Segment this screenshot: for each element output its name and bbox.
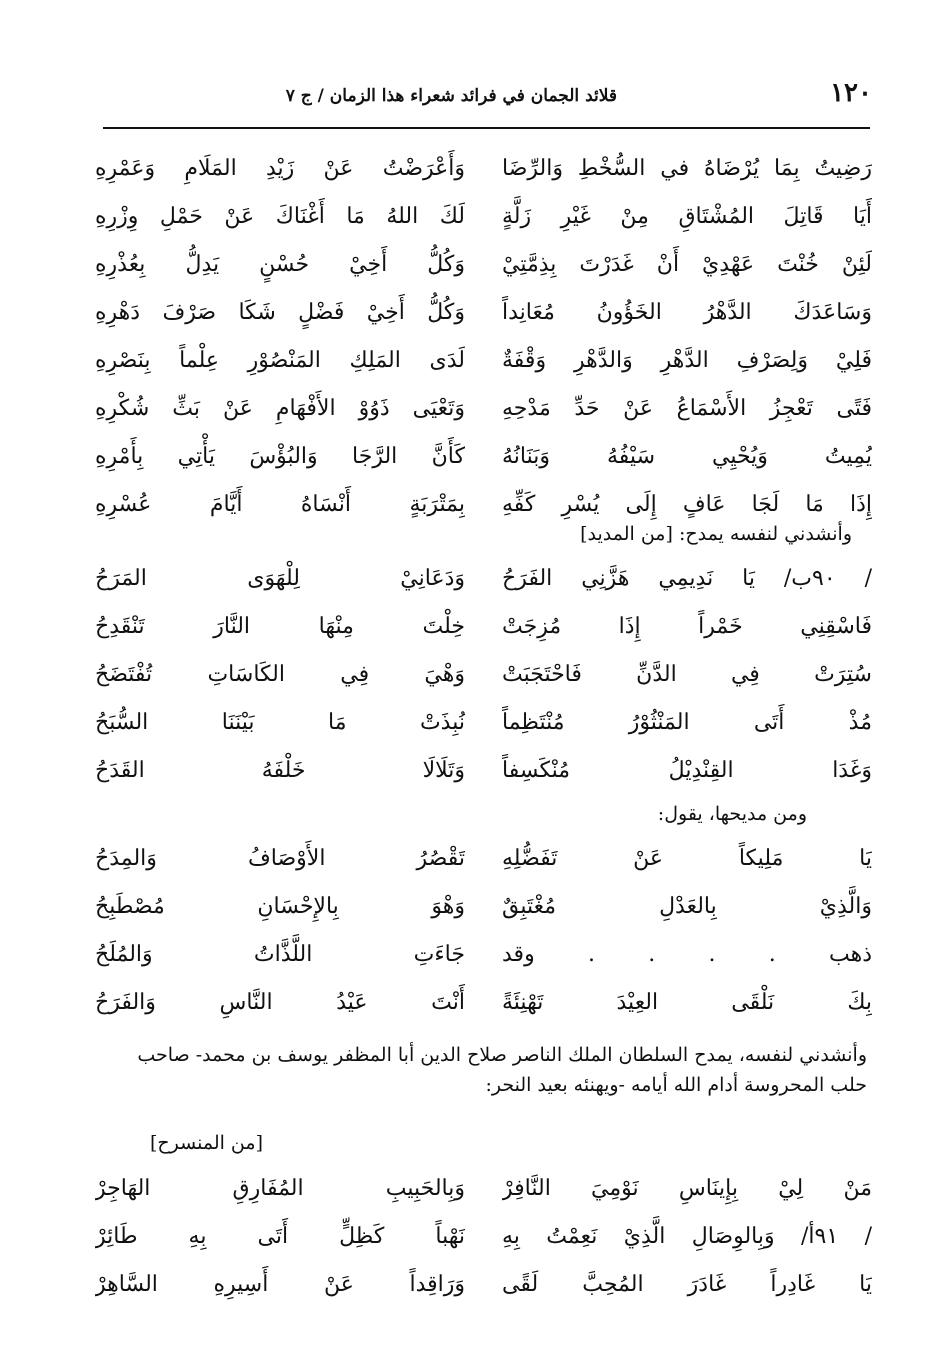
second-hemistich: وَهْوَ بِالإِحْسَانِ مُصْطَبِحُ (95, 894, 465, 919)
second-hemistich: لَدَى المَلِكِ المَنْصُوْرِ عِلْماً بِنَصْرِهِ (95, 348, 465, 373)
verse-line (95, 145, 872, 193)
poem-4 (95, 1165, 872, 1309)
first-hemistich: يَا غَادِراً غَادَرَ المُحِبَّ لَقًى (502, 1272, 872, 1297)
second-hemistich: وَتَعْيَى ذَوُوْ الأَفْهَامِ عَنْ بَثِّ شُكْرِهِ (95, 396, 465, 421)
first-hemistich: ذهب . . . . وقد (502, 942, 872, 967)
second-hemistich: وَكُلُّ أَخِيْ حُسْنٍ يَدِلُّ بِعُذْرِهِ (95, 252, 465, 277)
first-hemistich: فَلِيْ وَلِصَرْفِ الدَّهْرِ وَالدَّهْرِ وَقْفَةٌ (502, 348, 872, 373)
verse-line (95, 337, 872, 385)
first-hemistich: فَاسْقِنِي خَمْراً إِذَا مُزِجَتْ (502, 614, 872, 639)
first-hemistich: سُتِرَتْ فِي الدَّنِّ فَاحْتَجَبَتْ (502, 662, 872, 687)
verse-line (95, 835, 872, 883)
second-hemistich: كَأَنَّ الرَّجَا وَالبُؤْسَ يَأْتِي بِأَمْرِهِ (95, 444, 465, 469)
verse-line (95, 385, 872, 433)
poem-3 (95, 835, 872, 1027)
second-hemistich: وَتَلَالَا خَلْفَهُ القَدَحُ (95, 758, 465, 783)
verse-line (95, 603, 872, 651)
first-hemistich: / ٩٠ب/ يَا نَدِيمِي هَزَّنِي الفَرَحُ (502, 566, 872, 591)
running-title: قلائد الجمان في فرائد شعراء هذا الزمان / ج ٧ (285, 86, 617, 106)
first-hemistich: وَسَاعَدَكَ الدَّهْرُ الخَؤُونُ مُعَانِداً (502, 300, 872, 325)
verse-line (95, 747, 872, 795)
poem-3-intro (658, 803, 807, 825)
second-hemistich: أَنْتَ عَيْدُ النَّاسِ وَالفَرَحُ (95, 990, 465, 1015)
second-hemistich: وَكُلُّ أَخِيْ فَضْلٍ شَكَا صَرْفَ دَهْرِهِ (95, 300, 465, 325)
verse-line (95, 883, 872, 931)
second-hemistich: وَرَاقِداً عَنْ أَسِيرِهِ السَّاهِرْ (95, 1272, 465, 1297)
first-hemistich: يُمِيتُ وَيُحْيِي سَيْفُهُ وَبَنَانُهُ (502, 444, 872, 469)
intro-text: وأنشدني لنفسه يمدح: (678, 523, 852, 545)
verse-line (95, 1213, 872, 1261)
second-hemistich: جَاءَتِ اللَّذَّاتُ وَالمُلَحُ (95, 942, 465, 967)
second-hemistich: خِلْتَ مِنْهَا النَّارَ تَنْقَدِحُ (95, 614, 465, 639)
first-hemistich: إِذَا مَا لَجَا عَافٍ إِلَى يُسْرِ كَفِّهِ (502, 492, 872, 517)
second-hemistich: لَكَ اللهُ مَا أَغْنَاكَ عَنْ حَمْلِ وِزْرِهِ (95, 204, 465, 229)
verse-line (95, 651, 872, 699)
second-hemistich: نَهْباً كَظِلٍّ أَتَى بِهِ طَائِرْ (95, 1224, 465, 1249)
verse-line (95, 979, 872, 1027)
second-hemistich: وَبِالحَبِيبِ المُفَارِقِ الهَاجِرْ (95, 1176, 465, 1201)
first-hemistich: مُذْ أَتَى المَنْثُوْرُ مُنْتَظِماً (502, 710, 872, 735)
second-hemistich: وَأَعْرَضْتُ عَنْ زَيْدِ المَلَامِ وَعَمْرِهِ (95, 156, 465, 181)
second-hemistich: وَهْيَ فِي الكَاسَاتِ تُفْتَضَحُ (95, 662, 465, 687)
page-number: ١٢٠ (830, 78, 872, 108)
prose-paragraph: وأنشدني لنفسه، يمدح السلطان الملك الناصر صلاح الدين أبا المظفر يوسف بن محمد- صاحب حلب المحروسة أدام الله أيامه -ويهنئه بعيد النحر: (137, 1044, 867, 1096)
verse-line (95, 241, 872, 289)
verse-line (95, 1261, 872, 1309)
first-hemistich: مَنْ لِيْ بِإِينَاسِ نَوْمِيَ النَّافِرْ (502, 1176, 872, 1201)
poem-2-intro (580, 523, 852, 545)
first-hemistich: لَئِنْ خُنْتَ عَهْدِيْ أَنْ غَدَرْتَ بِذِمَّتِيْ (502, 252, 872, 277)
verse-line (95, 289, 872, 337)
first-hemistich: أَيَا قَاتِلَ المُشْتَاقِ مِنْ غَيْرِ زَلَّةٍ (502, 204, 872, 229)
page-header (100, 78, 872, 118)
poem-2 (95, 555, 872, 795)
verse-line (95, 433, 872, 481)
verse-line (95, 1165, 872, 1213)
poem-1 (95, 145, 872, 529)
header-rule (103, 127, 870, 129)
second-hemistich: تَقْصُرُ الأَوْصَافُ وَالمِدَحُ (95, 846, 465, 871)
second-hemistich: بِمَتْرَبَةٍ أَنْسَاهُ أَيَّامَ عُسْرِهِ (95, 492, 465, 517)
first-hemistich: فَتًى تَعْجِزُ الأَسْمَاعُ عَنْ حَدِّ مَدْحِهِ (502, 396, 872, 421)
first-hemistich: وَغَدَا القِنْدِيْلُ مُنْكَسِفاً (502, 758, 872, 783)
verse-line (95, 193, 872, 241)
first-hemistich: / ٩١أ/ وَبِالوِصَالِ الَّذِيْ نَعِمْتُ بِهِ (502, 1224, 872, 1249)
verse-line (95, 931, 872, 979)
intro-text: ومن مديحها، يقول: (657, 803, 807, 825)
first-hemistich: يَا مَلِيكاً عَنْ تَفَضُّلِهِ (502, 846, 872, 871)
second-hemistich: نُبِذَتْ مَا بَيْنَنَا السُّبَحُ (95, 710, 465, 735)
verse-line (95, 699, 872, 747)
second-hemistich: وَدَعَانِيْ لِلْهَوَى المَرَحُ (95, 566, 465, 591)
first-hemistich: وَالَّذِيْ بِالعَدْلِ مُغْتَبِقٌ (502, 894, 872, 919)
verse-line (95, 555, 872, 603)
first-hemistich: رَضِيتُ بِمَا يُرْضَاهُ في السُّخْطِ وَالرِّضَا (502, 156, 872, 181)
poem-4-meter-label: [من المنسرح] (150, 1132, 263, 1154)
first-hemistich: بِكَ نَلْقَى العِيْدَ تَهْنِئَةً (502, 990, 872, 1015)
verse-line (95, 481, 872, 529)
meter-label: [من المديد] (580, 523, 673, 545)
